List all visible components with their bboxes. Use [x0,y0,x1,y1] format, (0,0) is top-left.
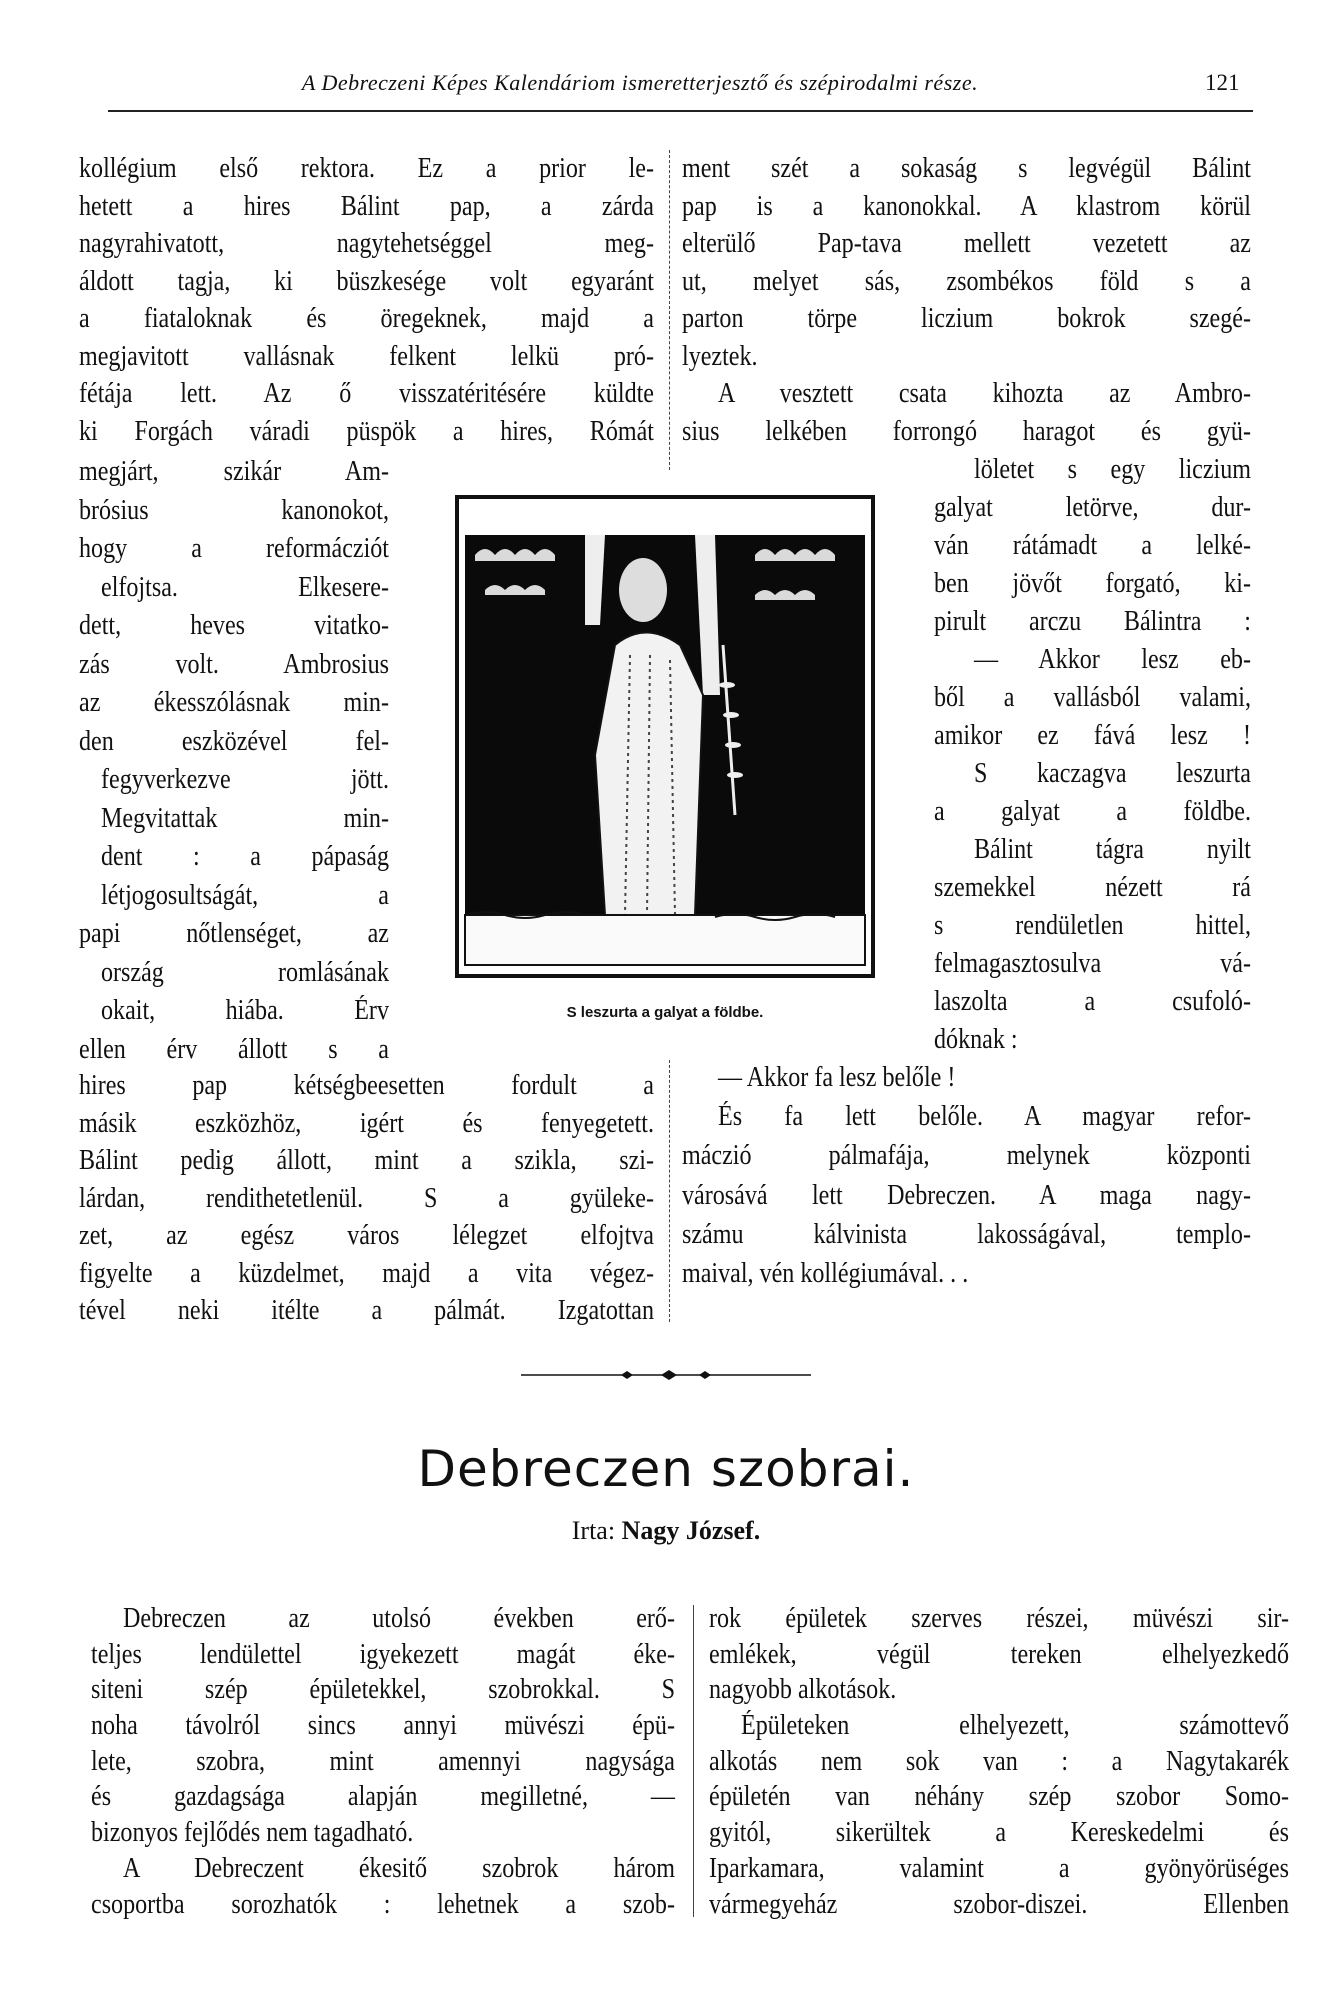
text-line [79,1105,654,1143]
text-line [682,1136,1251,1175]
text-line [682,338,1251,376]
text-line [79,800,389,839]
text-line-content: az ékesszólásnak min- [79,687,389,718]
text-line [934,565,1251,603]
column-top-left [79,150,654,450]
text-line-content: Megvitattak min- [101,802,390,834]
text-line-content: den eszközével fel- [79,725,390,757]
text-line [934,831,1251,869]
text-line [79,453,389,492]
article2-column-left [91,1601,675,1922]
text-line-content: alkotás nem sok van : a Nagytakarék [709,1745,1290,1777]
text-line [91,1708,675,1744]
text-line [682,1254,1251,1293]
text-line [79,338,654,376]
text-line-content: tével neki itélte a pálmát. Izgatottan [79,1295,654,1326]
text-line-content: vármegyeház szobor-diszei. Ellenben [709,1888,1290,1920]
text-line-content: megjárt, szikár Am- [79,456,390,487]
header-rule [108,110,1253,112]
text-line [934,489,1251,527]
text-line-content: parton törpe liczium bokrok szegé- [682,303,1251,334]
text-line [91,1815,675,1851]
text-line-content: okait, hiába. Érv [101,995,389,1026]
text-line [79,569,389,608]
text-line [79,607,389,646]
text-line [682,1215,1251,1254]
column-divider [669,1060,670,1322]
text-line-content: másik eszközhöz, igért és fenyegetett. [79,1107,655,1139]
text-line-content: dóknak : [934,1024,1018,1055]
text-line [934,717,1251,755]
text-line [79,492,389,531]
text-line [79,1031,389,1070]
text-line [934,603,1251,641]
text-line [709,1779,1289,1815]
text-line-content: épületén van néhány szép szobor Somo- [709,1781,1290,1813]
text-line [79,225,654,263]
text-line [91,1779,675,1815]
text-line-content: ország romlásának [101,956,390,988]
text-line [79,838,389,877]
text-line-content: létjogosultságát, a [101,879,390,911]
text-line-content: lete, szobra, mint amennyi nagysága [91,1745,676,1777]
text-line-content: s rendületlen hittel, [934,910,1252,941]
byline [0,1516,1332,1546]
text-line [709,1815,1289,1851]
author-name: Nagy József. [621,1516,761,1545]
text-line-content: bizonyos fejlődés nem tagadható. [91,1817,414,1849]
text-line-content: galyat letörve, dur- [934,492,1252,523]
text-line [79,761,389,800]
text-line-content: máczió pálmafája, melynek központi [682,1140,1251,1172]
text-line-content: ment szét a sokaság s legvégül Bálint [682,153,1251,184]
text-line [934,755,1251,793]
text-line-content: ut, melyet sás, zsombékos föld s a [682,265,1251,297]
text-line-content: ellen érv állott s a [79,1033,390,1065]
text-line-content: nagyrahivatott, nagytehetséggel meg- [79,228,654,259]
text-line-content: városává lett Debreczen. A maga nagy- [682,1179,1251,1211]
text-line [682,188,1251,226]
text-line [91,1672,675,1708]
text-line-content: löletet s egy liczium [974,454,1252,485]
text-line [91,1887,675,1923]
text-line [79,150,654,188]
text-line-content: számu kálvinista lakosságával, templo- [682,1218,1251,1250]
text-line-content: sius lelkében forrongó haragot és gyü- [682,415,1251,447]
text-line-content: A vesztett csata kihozta az Ambro- [718,378,1251,409]
text-line [934,907,1251,945]
text-line-content: pirult arczu Bálintra : [934,606,1252,637]
text-line-content: zet, az egész város lélegzet elfojtva [79,1220,655,1251]
column-bottom-left [79,1067,654,1330]
text-line [79,1142,654,1180]
text-line-content: fegyverkezve jött. [101,764,390,795]
text-line [934,451,1251,489]
text-line-content: áldott tagja, ki büszkesége volt egyaránt [79,265,654,297]
page-number: 121 [1205,70,1240,95]
text-line [709,1851,1289,1887]
text-line-content: ből a vallásból valami, [934,682,1252,713]
text-line [682,300,1251,338]
text-line-content: A Debreczent ékesitő szobrok három [123,1852,675,1884]
text-line [91,1637,675,1673]
byline-prefix: Irta: [571,1516,616,1545]
text-line-content: maival, vén kollégiumával. . . [682,1257,969,1289]
text-line [79,1292,654,1330]
text-line [91,1851,675,1887]
text-line [79,954,389,993]
text-line-content: megjavitott vallásnak felkent lelkü pró- [79,340,654,372]
text-line [682,1176,1251,1215]
text-line [79,723,389,762]
text-line-content: hogy a reformácziót [79,533,390,564]
text-line-content: ben jövőt forgató, ki- [934,568,1251,599]
text-line-content: Bálint pedig állott, mint a szikla, szi- [79,1145,655,1176]
ornament-divider-icon [521,1368,811,1382]
figure-caption: S leszurta a galyat a földbe. [566,1004,764,1021]
text-line [709,1672,1289,1708]
text-line-content: rok épületek szerves részei, müvészi sir- [709,1603,1289,1634]
text-line-content: Bálint tágra nyilt [974,834,1252,865]
text-line [682,413,1251,451]
text-line [682,1097,1251,1136]
text-line-content: hires pap kétségbeesetten fordult a [79,1070,655,1101]
column-top-right [682,150,1251,450]
woodcut-illustration-icon [455,495,875,978]
column-divider [669,150,670,470]
text-line [79,263,654,301]
text-line [709,1637,1289,1673]
text-line-content: csoportba sorozhatók : lehetnek a szob- [91,1888,675,1920]
text-line-content: és gazdagsága alapján megilletné, — [91,1781,675,1813]
text-line-content: pap is a kanonokkal. A klastrom körül [682,190,1251,222]
text-line-content: ván rátámadt a lelké- [934,530,1252,561]
text-line [79,1217,654,1255]
text-line-content: ki Forgách váradi püspök a hires, Rómát [79,415,655,447]
text-line [79,646,389,685]
text-line-content: Iparkamara, valamint a gyönyörüséges [709,1852,1290,1884]
text-line [79,1255,654,1293]
text-line [709,1887,1289,1923]
text-line [91,1744,675,1780]
text-line [79,1067,654,1105]
text-line-content: brósius kanonokot, [79,494,390,526]
text-line-content: teljes lendülettel igyekezett magát éke- [91,1638,675,1670]
text-line-content: gyitól, sikerültek a Kereskedelmi és [709,1817,1290,1849]
text-line-content: figyelte a küzdelmet, majd a vita végez- [79,1257,655,1289]
text-line-content: lárdan, rendithetetlenül. S a gyüleke- [79,1182,654,1214]
text-line [682,150,1251,188]
text-line [79,877,389,916]
text-line-content: elfojtsa. Elkesere- [101,571,390,603]
text-line [682,1058,1251,1097]
text-line-content: fétája lett. Az ő visszatéritésére küldte [79,378,655,409]
text-line [79,413,654,451]
text-line [682,225,1251,263]
text-line-content: Épületeken elhelyezett, számottevő [741,1710,1290,1742]
article-title: Debreczen szobrai. [417,1440,915,1498]
text-line-content: noha távolról sincs annyi müvészi épü- [91,1710,675,1742]
column-bottom-right [682,1058,1251,1293]
text-line [79,915,389,954]
text-line [79,684,389,723]
text-line [709,1744,1289,1780]
article2-column-right [709,1601,1289,1922]
text-line-content: — Akkor lesz eb- [974,644,1252,675]
text-line [79,188,654,226]
text-line [79,530,389,569]
text-line [79,375,654,413]
text-line-content: elterülő Pap-tava mellett vezetett az [682,228,1251,259]
text-line-content: És fa lett belőle. A magyar refor- [718,1101,1251,1133]
text-line-content: dent : a pápaság [101,841,390,872]
text-line-content: — Akkor fa lesz belőle ! [718,1062,956,1093]
text-line-content: a fiataloknak és öregeknek, majd a [79,303,655,334]
text-line-content: dett, heves vitatko- [79,610,390,641]
text-line [91,1601,675,1637]
text-line-content: nagyobb alkotások. [709,1674,897,1706]
text-line [79,1180,654,1218]
column-narrow-left [79,453,389,1069]
column-divider [693,1605,694,1917]
text-line [934,1021,1251,1059]
column-narrow-right [934,451,1251,1059]
text-line-content: szemekkel nézett rá [934,872,1252,903]
text-line-content: hetett a hires Bálint pap, a zárda [79,190,655,222]
text-line-content: zás volt. Ambrosius [79,648,390,680]
text-line [79,300,654,338]
text-line-content: siteni szép épületekkel, szobrokkal. S [91,1674,676,1706]
text-line-content: papi nőtlenséget, az [79,918,389,949]
text-line-content: kollégium első rektora. Ez a prior le- [79,153,655,184]
text-line-content: Debreczen az utolsó években erő- [123,1603,675,1634]
text-line [934,527,1251,565]
text-line-content: felmagasztosulva vá- [934,948,1252,979]
text-line-content: lyeztek. [682,340,758,372]
text-line [709,1601,1289,1637]
text-line [79,992,389,1031]
text-line [934,641,1251,679]
text-line-content: amikor ez fává lesz ! [934,720,1252,751]
text-line [934,869,1251,907]
text-line [934,793,1251,831]
text-line [682,375,1251,413]
text-line-content: a galyat a földbe. [934,796,1251,827]
text-line [934,679,1251,717]
text-line [709,1708,1289,1744]
text-line [934,945,1251,983]
text-line [682,263,1251,301]
running-header: A Debreczeni Képes Kalendáriom ismeretterjesztő és szépirodalmi része. [301,70,979,95]
text-line-content: laszolta a csufoló- [934,986,1252,1017]
text-line-content: S kaczagva leszurta [974,758,1252,789]
text-line [934,983,1251,1021]
text-line-content: emlékek, végül tereken elhelyezkedő [709,1638,1290,1670]
